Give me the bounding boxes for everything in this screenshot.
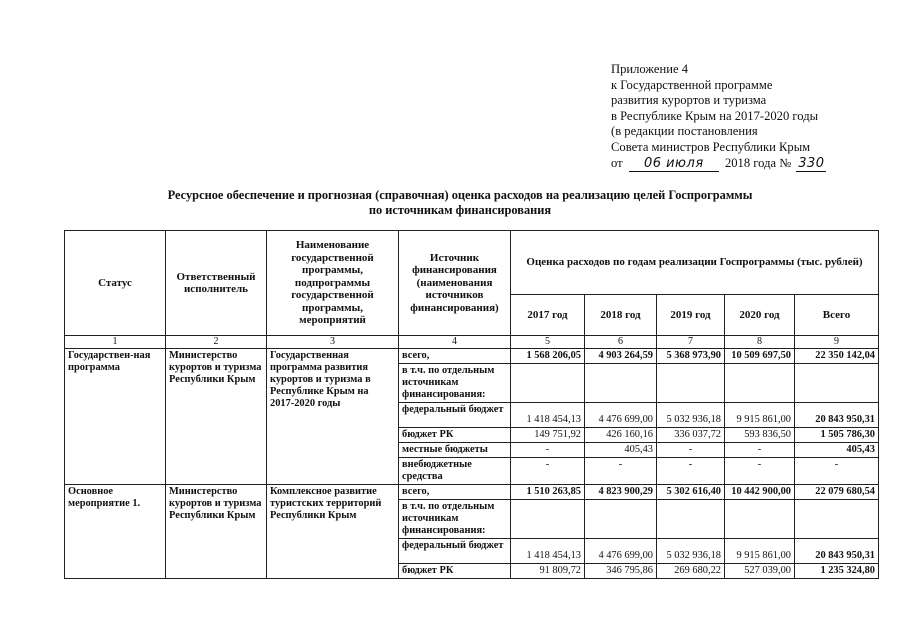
value-cell (657, 364, 725, 403)
header-2020: 2020 год (725, 295, 795, 336)
appendix-block (611, 62, 826, 172)
executor-cell: Министерство курортов и туризма Республики Крым (166, 485, 267, 579)
value-cell (657, 500, 725, 539)
value-cell: 5 368 973,90 (657, 349, 725, 364)
value-cell: 346 795,86 (585, 564, 657, 579)
value-cell: 5 302 616,40 (657, 485, 725, 500)
header-2019: 2019 год (657, 295, 725, 336)
header-status: Статус (65, 231, 166, 336)
header-2017: 2017 год (511, 295, 585, 336)
value-cell: - (725, 458, 795, 485)
header-2018: 2018 год (585, 295, 657, 336)
value-cell: - (725, 443, 795, 458)
value-cell: 527 039,00 (725, 564, 795, 579)
column-number: 4 (399, 336, 511, 349)
value-cell: 336 037,72 (657, 428, 725, 443)
appendix-line: к Государственной программе (611, 77, 773, 92)
source-cell: всего, (399, 485, 511, 500)
source-cell: внебюджетные средства (399, 458, 511, 485)
value-cell: 10 509 697,50 (725, 349, 795, 364)
document-title (60, 188, 860, 218)
value-cell: 405,43 (795, 443, 879, 458)
value-cell: 1 418 454,13 (511, 539, 585, 564)
column-number: 3 (267, 336, 399, 349)
program-cell: Государственная программа развития курортов и туризма в Республике Крым на 2017-2020 годы (267, 349, 399, 485)
status-cell: Государствен-ная программа (65, 349, 166, 485)
value-cell: 1 568 206,05 (511, 349, 585, 364)
title-line-2: по источникам финансирования (368, 203, 552, 217)
value-cell: 4 476 699,00 (585, 539, 657, 564)
date-prefix: от (611, 155, 623, 170)
value-cell: 4 476 699,00 (585, 403, 657, 428)
program-cell: Комплексное развитие туристских территорий Республики Крым (267, 485, 399, 579)
value-cell (795, 500, 879, 539)
header-row-1 (65, 231, 879, 295)
value-cell (795, 364, 879, 403)
value-cell: 426 160,16 (585, 428, 657, 443)
header-source: Источник финансирования (наименования источников финансирования) (399, 231, 511, 336)
appendix-line: развития курортов и туризма (611, 93, 767, 108)
source-cell: в т.ч. по отдельным источникам финансирования: (399, 364, 511, 403)
value-cell: 9 915 861,00 (725, 539, 795, 564)
appendix-line: в Республике Крым на 2017-2020 годы (611, 108, 819, 123)
header-executor: Ответственный исполнитель (166, 231, 267, 336)
header-total: Всего (795, 295, 879, 336)
value-cell: 22 079 680,54 (795, 485, 879, 500)
value-cell: 22 350 142,04 (795, 349, 879, 364)
value-cell: - (511, 458, 585, 485)
source-cell: в т.ч. по отдельным источникам финансирования: (399, 500, 511, 539)
value-cell: 4 823 900,29 (585, 485, 657, 500)
column-number: 9 (795, 336, 879, 349)
value-cell: 1 510 263,85 (511, 485, 585, 500)
value-cell: - (511, 443, 585, 458)
value-cell: 9 915 861,00 (725, 403, 795, 428)
handwritten-date: 06 июля (629, 156, 719, 173)
column-number: 1 (65, 336, 166, 349)
value-cell: 5 032 936,18 (657, 403, 725, 428)
value-cell: 4 903 264,59 (585, 349, 657, 364)
value-cell (511, 364, 585, 403)
value-cell: - (657, 458, 725, 485)
value-cell: 1 505 786,30 (795, 428, 879, 443)
value-cell: 91 809,72 (511, 564, 585, 579)
source-cell: местные бюджеты (399, 443, 511, 458)
value-cell (511, 500, 585, 539)
value-cell (585, 364, 657, 403)
table-row (65, 485, 879, 500)
value-cell (585, 500, 657, 539)
value-cell: 5 032 936,18 (657, 539, 725, 564)
column-number: 6 (585, 336, 657, 349)
date-suffix: 2018 года № (724, 155, 792, 170)
value-cell: 20 843 950,31 (795, 403, 879, 428)
value-cell: 593 836,50 (725, 428, 795, 443)
value-cell: - (795, 458, 879, 485)
source-cell: федеральный бюджет (399, 403, 511, 428)
column-number: 5 (511, 336, 585, 349)
handwritten-number: 330 (798, 155, 825, 171)
title-line-1: Ресурсное обеспечение и прогнозная (справочная) оценка расходов на реализацию целей Госпрограммы (167, 188, 753, 202)
value-cell (725, 500, 795, 539)
column-number: 8 (725, 336, 795, 349)
appendix-line: Совета министров Республики Крым (611, 139, 811, 154)
appendix-line: (в редакции постановления (611, 124, 758, 139)
status-cell: Основное мероприятие 1. (65, 485, 166, 579)
budget-table (64, 230, 879, 579)
value-cell: 1 235 324,80 (795, 564, 879, 579)
value-cell: 10 442 900,00 (725, 485, 795, 500)
source-cell: бюджет РК (399, 428, 511, 443)
header-estimate: Оценка расходов по годам реализации Госпрограммы (тыс. рублей) (511, 231, 879, 295)
value-cell (725, 364, 795, 403)
value-cell: 1 418 454,13 (511, 403, 585, 428)
value-cell: 20 843 950,31 (795, 539, 879, 564)
column-number: 7 (657, 336, 725, 349)
source-cell: бюджет РК (399, 564, 511, 579)
source-cell: федеральный бюджет (399, 539, 511, 564)
header-program: Наименование государственной программы, подпрограммы государственной программы, мероприятий (267, 231, 399, 336)
value-cell: - (657, 443, 725, 458)
value-cell: 149 751,92 (511, 428, 585, 443)
value-cell: 405,43 (585, 443, 657, 458)
appendix-line: Приложение 4 (611, 62, 689, 76)
column-number-row (65, 336, 879, 349)
resolution-date-line (611, 156, 826, 173)
column-number: 2 (166, 336, 267, 349)
value-cell: 269 680,22 (657, 564, 725, 579)
executor-cell: Министерство курортов и туризма Республики Крым (166, 349, 267, 485)
table-row (65, 349, 879, 364)
source-cell: всего, (399, 349, 511, 364)
value-cell: - (585, 458, 657, 485)
